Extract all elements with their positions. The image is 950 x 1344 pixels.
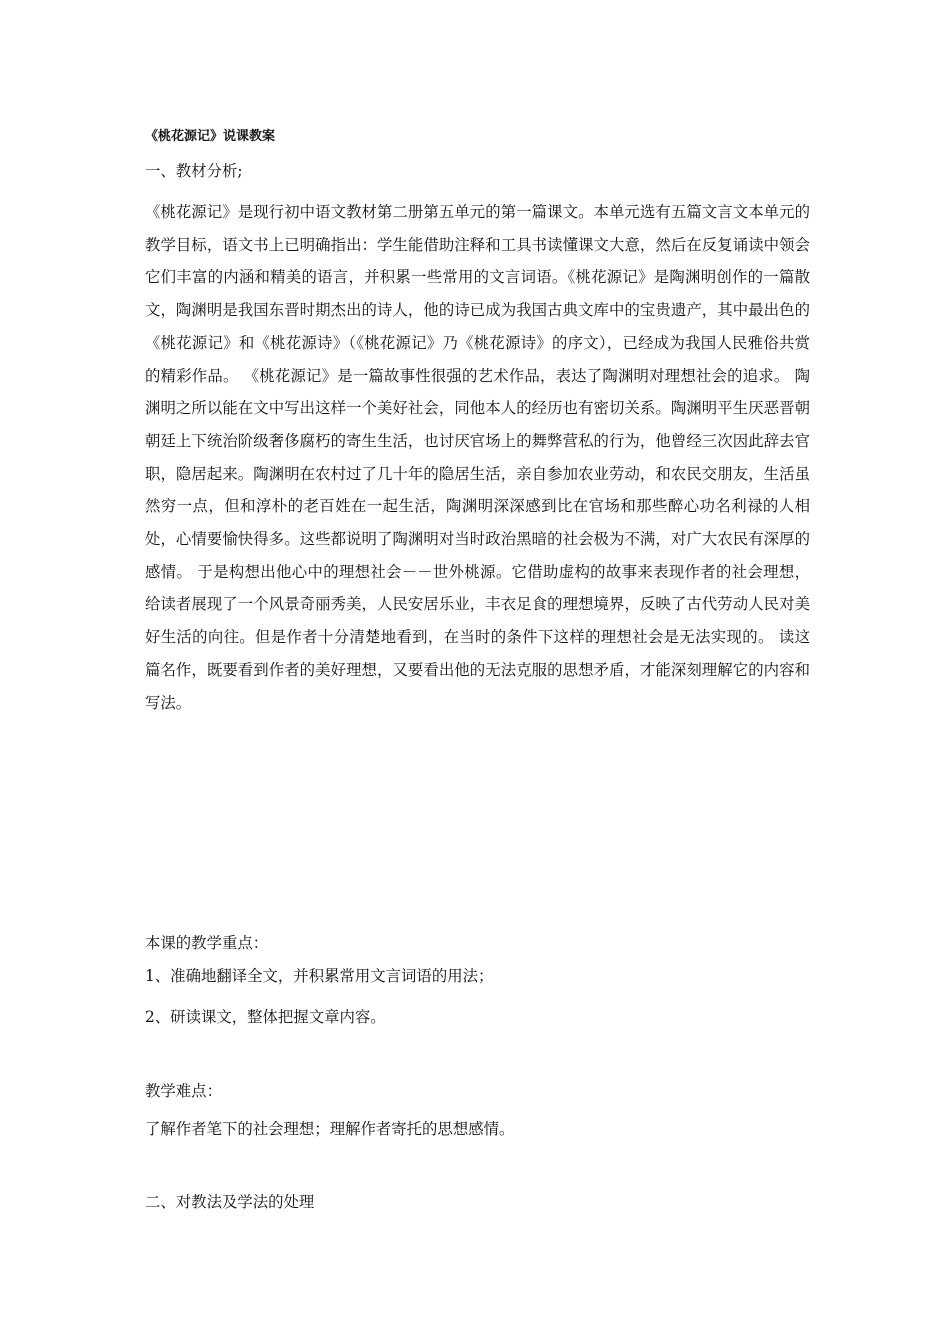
section-heading-teaching-methods: 二、对教法及学法的处理 [145, 1193, 315, 1211]
textbook-analysis-paragraph: 《桃花源记》是现行初中语文教材第二册第五单元的第一篇课文。本单元选有五篇文言文本单元的教学目标，语文书上已明确指出：学生能借助注释和工具书读懂课文大意，然后在反复诵读中领会它们丰富的内涵和精美的语言，并积累一些常用的文言词语。《桃花源记》是陶渊明创作的一篇散文，陶渊明是我国东晋时期杰出的诗人，他的诗已成为我国古典文库中的宝贵遗产，其中最出色的《桃花源记》和《桃花源诗》（《桃花源记》乃《桃花源诗》的序文），已经成为我国人民雅俗共赏的精彩作品。 《桃花源记》是一篇故事性很强的艺术作品，表达了陶渊明对理想社会的追求。 陶渊明之所以能在文中写出这样一个美好社会，同他本人的经历也有密切关系。陶渊明平生厌恶晋朝朝廷上下统治阶级奢侈腐朽的寄生生活，也讨厌官场上的舞弊营私的行为，他曾经三次因此辞去官职，隐居起来。陶渊明在农村过了几十年的隐居生活，亲自参加农业劳动，和农民交朋友，生活虽然穷一点，但和淳朴的老百姓在一起生活，陶渊明深深感到比在官场和那些醉心功名利禄的人相处，心情要愉快得多。这些都说明了陶渊明对当时政治黑暗的社会极为不满，对广大农民有深厚的感情。 于是构想出他心中的理想社会－－世外桃源。它借助虚构的故事来表现作者的社会理想，给读者展现了一个风景奇丽秀美，人民安居乐业，丰衣足食的理想境界，反映了古代劳动人民对美好生活的向往。但是作者十分清楚地看到，在当时的条件下这样的理想社会是无法实现的。 读这篇名作，既要看到作者的美好理想，又要看出他的无法克服的思想矛盾，才能深刻理解它的内容和写法。 [145, 203, 810, 712]
key-point-item: 2、研读课文，整体把握文章内容。 [145, 1008, 386, 1026]
document-title: 《桃花源记》说课教案 [145, 129, 276, 144]
section-heading-textbook-analysis: 一、教材分析; [145, 162, 243, 180]
difficulty-heading: 教学难点： [145, 1082, 222, 1100]
document-page [145, 0, 810, 1344]
difficulty-text: 了解作者笔下的社会理想；理解作者寄托的思想感情。 [145, 1120, 515, 1138]
key-point-item: 1、准确地翻译全文，并积累常用文言词语的用法； [145, 967, 494, 985]
key-points-heading: 本课的教学重点： [145, 934, 269, 952]
